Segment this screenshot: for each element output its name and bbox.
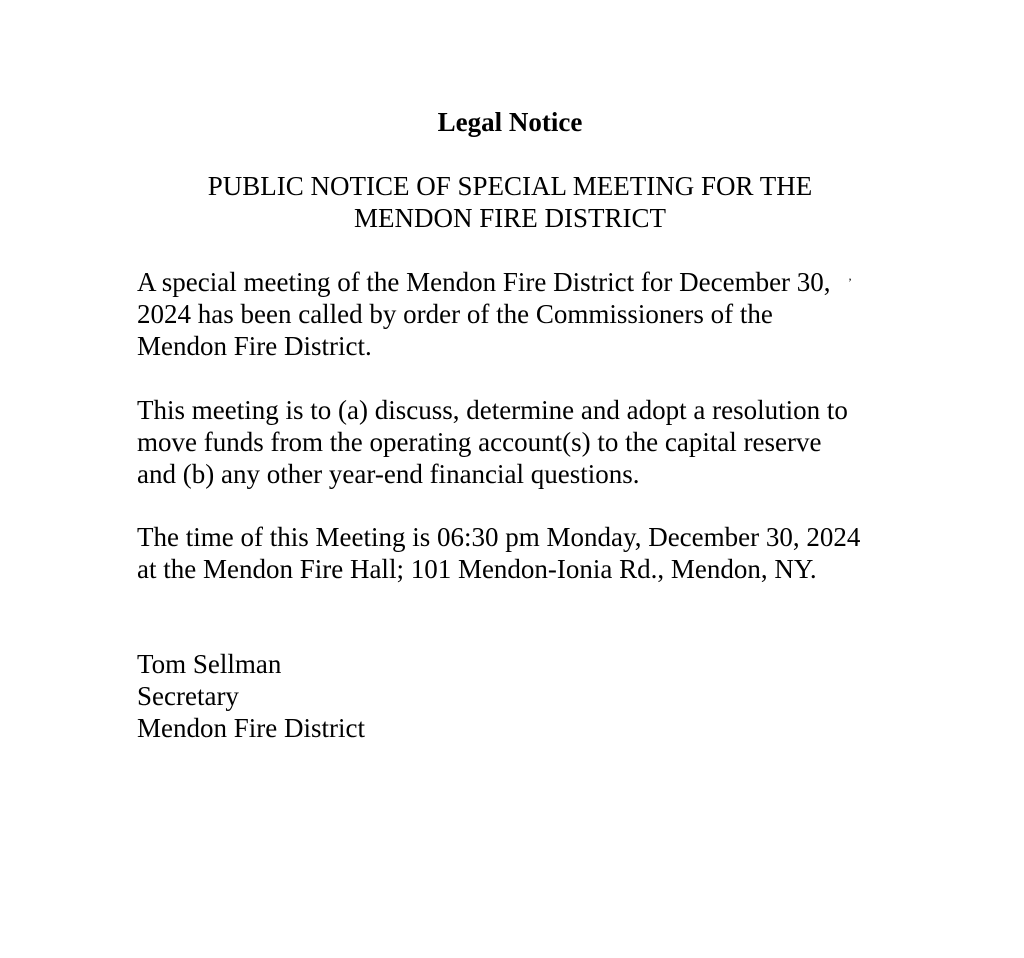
paragraph-line: and (b) any other year-end financial questions.	[137, 459, 640, 489]
paragraph-line: The time of this Meeting is 06:30 pm Monday, December 30, 2024	[137, 522, 861, 552]
notice-heading	[0, 170, 1020, 234]
paragraph-line: move funds from the operating account(s) to the capital reserve	[137, 427, 822, 457]
meeting-purpose-paragraph	[137, 394, 997, 490]
paragraph-line: A special meeting of the Mendon Fire District for December 30,	[137, 267, 831, 297]
meeting-time-location-paragraph	[137, 521, 997, 585]
paragraph-line: This meeting is to (a) discuss, determine and adopt a resolution to	[137, 395, 848, 425]
stray-apostrophe-mark: ’	[848, 275, 852, 289]
paragraph-line: at the Mendon Fire Hall; 101 Mendon-Ionia Rd., Mendon, NY.	[137, 554, 817, 584]
notice-heading-line: MENDON FIRE DISTRICT	[353, 203, 666, 233]
signatory-title: Secretary	[137, 681, 239, 711]
paragraph-line: Mendon Fire District.	[137, 331, 372, 361]
notice-heading-line: PUBLIC NOTICE OF SPECIAL MEETING FOR THE	[207, 171, 813, 201]
signature-block	[137, 648, 997, 744]
document-title: Legal Notice	[437, 107, 583, 137]
meeting-called-paragraph	[137, 266, 997, 362]
signatory-name: Tom Sellman	[137, 649, 282, 679]
signatory-organization: Mendon Fire District	[137, 713, 365, 743]
paragraph-line: 2024 has been called by order of the Commissioners of the	[137, 299, 773, 329]
